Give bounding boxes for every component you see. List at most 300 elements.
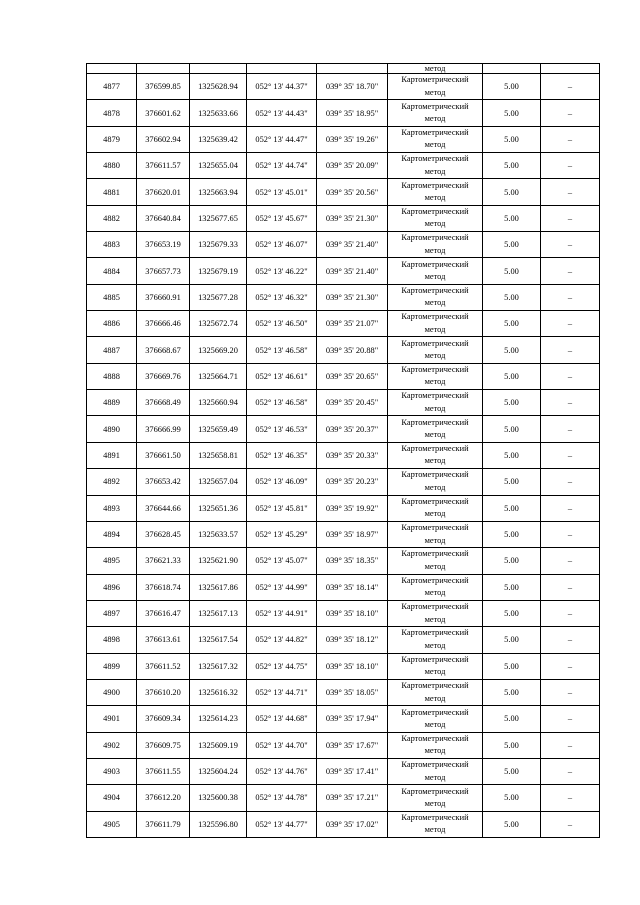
- cell-x: 376668.67: [137, 337, 190, 363]
- method-line-1: Картометрический: [401, 417, 469, 427]
- method-line-2: метод: [424, 719, 446, 729]
- cell-latitude: 052° 13' 46.09": [247, 469, 317, 495]
- cell-latitude: 052° 13' 44.71": [247, 679, 317, 705]
- method-line-1: Картометрический: [401, 127, 469, 137]
- method-line-2: метод: [424, 219, 446, 229]
- cell-latitude: 052° 13' 44.47": [247, 126, 317, 152]
- cell-number: 4889: [87, 390, 137, 416]
- cell-longitude: 039° 35' 18.70": [317, 74, 388, 100]
- cell-x: 376666.46: [137, 311, 190, 337]
- cell-accuracy: 5.00: [483, 100, 541, 126]
- cell-accuracy: 5.00: [483, 337, 541, 363]
- cell-longitude: 039° 35' 18.05": [317, 679, 388, 705]
- cell-x: 376669.76: [137, 363, 190, 389]
- cell-longitude: 039° 35' 19.92": [317, 495, 388, 521]
- cell-extra: –: [541, 785, 600, 811]
- cell-longitude: 039° 35' 18.95": [317, 100, 388, 126]
- method-line-2: метод: [424, 403, 446, 413]
- cell-latitude: 052° 13' 46.35": [247, 442, 317, 468]
- cell-number: 4884: [87, 258, 137, 284]
- method-line-2: метод: [424, 482, 446, 492]
- cell-accuracy: 5.00: [483, 232, 541, 258]
- table-row: [87, 363, 600, 389]
- table-row: [87, 100, 600, 126]
- cell-extra: –: [541, 811, 600, 837]
- cell-accuracy: 5.00: [483, 706, 541, 732]
- cell-extra: –: [541, 258, 600, 284]
- cell-extra: –: [541, 653, 600, 679]
- cell-longitude: 039° 35' 17.94": [317, 706, 388, 732]
- cell-latitude: 052° 13' 46.22": [247, 258, 317, 284]
- method-line-1: Картометрический: [401, 312, 469, 322]
- method-line-2: метод: [424, 272, 446, 282]
- cell-method: [388, 416, 483, 442]
- cell-method: [388, 574, 483, 600]
- cell-latitude: 052° 13' 44.99": [247, 574, 317, 600]
- cell-y: 1325633.66: [190, 100, 247, 126]
- table-row: [87, 153, 600, 179]
- table-row: [87, 232, 600, 258]
- cell-y: 1325672.74: [190, 311, 247, 337]
- cell-extra: –: [541, 548, 600, 574]
- method-line-1: Картометрический: [401, 286, 469, 296]
- table-row: [87, 469, 600, 495]
- cell-latitude: 052° 13' 46.53": [247, 416, 317, 442]
- cell-number: 4883: [87, 232, 137, 258]
- cell-method: [388, 521, 483, 547]
- cell-method: [388, 100, 483, 126]
- cell-latitude: [247, 64, 317, 74]
- method-line-1: Картометрический: [401, 233, 469, 243]
- cell-longitude: 039° 35' 17.21": [317, 785, 388, 811]
- method-line-2: метод: [424, 614, 446, 624]
- method-line-2: метод: [424, 193, 446, 203]
- method-line-2: метод: [424, 561, 446, 571]
- cell-longitude: 039° 35' 17.02": [317, 811, 388, 837]
- table-row: [87, 653, 600, 679]
- cell-number: 4901: [87, 706, 137, 732]
- cell-number: 4899: [87, 653, 137, 679]
- method-line-1: Картометрический: [401, 681, 469, 691]
- cell-number: 4896: [87, 574, 137, 600]
- table-row: [87, 390, 600, 416]
- cell-y: 1325669.20: [190, 337, 247, 363]
- cell-number: 4898: [87, 627, 137, 653]
- table-row: [87, 627, 600, 653]
- cell-y: 1325617.13: [190, 600, 247, 626]
- method-line-2: метод: [424, 114, 446, 124]
- cell-accuracy: 5.00: [483, 785, 541, 811]
- cell-accuracy: 5.00: [483, 390, 541, 416]
- cell-number: 4885: [87, 284, 137, 310]
- cell-number: 4880: [87, 153, 137, 179]
- method-line-1: Картометрический: [401, 338, 469, 348]
- cell-extra: –: [541, 574, 600, 600]
- cell-number: 4903: [87, 758, 137, 784]
- table-row: [87, 574, 600, 600]
- cell-x: 376657.73: [137, 258, 190, 284]
- cell-longitude: 039° 35' 18.97": [317, 521, 388, 547]
- cell-number: 4877: [87, 74, 137, 100]
- cell-method: [388, 627, 483, 653]
- cell-y: 1325596.80: [190, 811, 247, 837]
- cell-longitude: 039° 35' 21.30": [317, 284, 388, 310]
- method-line-1: Картометрический: [401, 496, 469, 506]
- cell-method: [388, 205, 483, 231]
- cell-method: [388, 258, 483, 284]
- cell-number: 4902: [87, 732, 137, 758]
- cell-number: 4886: [87, 311, 137, 337]
- cell-accuracy: [483, 64, 541, 74]
- method-line-1: Картометрический: [401, 365, 469, 375]
- cell-y: 1325658.81: [190, 442, 247, 468]
- cell-accuracy: 5.00: [483, 600, 541, 626]
- method-line-2: метод: [424, 140, 446, 150]
- cell-x: 376612.20: [137, 785, 190, 811]
- cell-latitude: 052° 13' 44.70": [247, 732, 317, 758]
- cell-number: [87, 64, 137, 74]
- cell-extra: –: [541, 706, 600, 732]
- cell-y: 1325655.04: [190, 153, 247, 179]
- cell-accuracy: 5.00: [483, 311, 541, 337]
- method-line-2: метод: [424, 166, 446, 176]
- cell-accuracy: 5.00: [483, 495, 541, 521]
- cell-x: 376628.45: [137, 521, 190, 547]
- cell-latitude: 052° 13' 45.01": [247, 179, 317, 205]
- cell-number: 4887: [87, 337, 137, 363]
- cell-accuracy: 5.00: [483, 732, 541, 758]
- table-row: [87, 284, 600, 310]
- cell-number: 4894: [87, 521, 137, 547]
- cell-y: 1325609.19: [190, 732, 247, 758]
- cell-longitude: 039° 35' 17.41": [317, 758, 388, 784]
- cell-extra: –: [541, 469, 600, 495]
- cell-x: 376602.94: [137, 126, 190, 152]
- cell-latitude: 052° 13' 46.61": [247, 363, 317, 389]
- cell-extra: –: [541, 627, 600, 653]
- cell-extra: –: [541, 521, 600, 547]
- cell-longitude: 039° 35' 20.56": [317, 179, 388, 205]
- cell-x: 376621.33: [137, 548, 190, 574]
- cell-x: 376616.47: [137, 600, 190, 626]
- cell-x: 376653.42: [137, 469, 190, 495]
- cell-y: 1325617.86: [190, 574, 247, 600]
- cell-number: 4882: [87, 205, 137, 231]
- method-line-1: Картометрический: [401, 707, 469, 717]
- table-row: [87, 74, 600, 100]
- cell-y: [190, 64, 247, 74]
- table-row: [87, 706, 600, 732]
- method-line-2: метод: [424, 588, 446, 598]
- cell-method: [388, 337, 483, 363]
- cell-number: 4904: [87, 785, 137, 811]
- cell-x: 376611.55: [137, 758, 190, 784]
- cell-x: 376620.01: [137, 179, 190, 205]
- cell-number: 4905: [87, 811, 137, 837]
- cell-extra: –: [541, 153, 600, 179]
- method-line-1: Картометрический: [401, 180, 469, 190]
- table-row: [87, 311, 600, 337]
- cell-longitude: 039° 35' 21.07": [317, 311, 388, 337]
- cell-extra: –: [541, 442, 600, 468]
- method-line-1: Картометрический: [401, 206, 469, 216]
- cell-x: 376668.49: [137, 390, 190, 416]
- cell-y: 1325679.19: [190, 258, 247, 284]
- cell-latitude: 052° 13' 46.07": [247, 232, 317, 258]
- cell-method: [388, 758, 483, 784]
- cell-y: 1325614.23: [190, 706, 247, 732]
- cell-latitude: 052° 13' 44.78": [247, 785, 317, 811]
- cell-x: 376610.20: [137, 679, 190, 705]
- cell-method: [388, 600, 483, 626]
- method-line-2: метод: [424, 798, 446, 808]
- cell-extra: –: [541, 100, 600, 126]
- cell-number: 4881: [87, 179, 137, 205]
- method-line-2: метод: [424, 667, 446, 677]
- cell-x: 376640.84: [137, 205, 190, 231]
- cell-number: 4878: [87, 100, 137, 126]
- cell-extra: –: [541, 232, 600, 258]
- cell-x: 376666.99: [137, 416, 190, 442]
- cell-method: [388, 811, 483, 837]
- cell-accuracy: 5.00: [483, 258, 541, 284]
- cell-accuracy: 5.00: [483, 126, 541, 152]
- cell-method: [388, 706, 483, 732]
- method-line-1: Картометрический: [401, 812, 469, 822]
- method-line-2: метод: [424, 772, 446, 782]
- cell-latitude: 052° 13' 44.75": [247, 653, 317, 679]
- cell-longitude: 039° 35' 21.40": [317, 232, 388, 258]
- cell-accuracy: 5.00: [483, 548, 541, 574]
- cell-longitude: 039° 35' 18.10": [317, 653, 388, 679]
- cell-latitude: 052° 13' 45.07": [247, 548, 317, 574]
- cell-method: метод: [388, 64, 483, 74]
- cell-x: 376601.62: [137, 100, 190, 126]
- cell-method: [388, 653, 483, 679]
- coordinates-table: [86, 63, 600, 838]
- cell-method: [388, 363, 483, 389]
- cell-longitude: 039° 35' 20.88": [317, 337, 388, 363]
- cell-method: [388, 495, 483, 521]
- continuation-row: [87, 64, 600, 74]
- cell-x: 376660.91: [137, 284, 190, 310]
- method-line-2: метод: [424, 825, 446, 835]
- method-line-2: метод: [424, 535, 446, 545]
- cell-latitude: 052° 13' 44.68": [247, 706, 317, 732]
- cell-y: 1325651.36: [190, 495, 247, 521]
- table-row: [87, 548, 600, 574]
- cell-longitude: 039° 35' 17.67": [317, 732, 388, 758]
- cell-number: 4893: [87, 495, 137, 521]
- cell-extra: –: [541, 390, 600, 416]
- cell-method: [388, 390, 483, 416]
- method-line-1: Картометрический: [401, 523, 469, 533]
- method-line-2: метод: [424, 87, 446, 97]
- method-line-2: метод: [424, 509, 446, 519]
- method-line-1: Картометрический: [401, 733, 469, 743]
- cell-extra: –: [541, 495, 600, 521]
- cell-x: 376644.66: [137, 495, 190, 521]
- cell-extra: –: [541, 284, 600, 310]
- cell-latitude: 052° 13' 46.58": [247, 390, 317, 416]
- method-line-2: метод: [424, 430, 446, 440]
- cell-latitude: 052° 13' 44.43": [247, 100, 317, 126]
- cell-extra: –: [541, 311, 600, 337]
- method-line-1: Картометрический: [401, 575, 469, 585]
- cell-accuracy: 5.00: [483, 442, 541, 468]
- cell-method: [388, 785, 483, 811]
- cell-x: [137, 64, 190, 74]
- cell-latitude: 052° 13' 44.76": [247, 758, 317, 784]
- table-row: [87, 416, 600, 442]
- cell-method: [388, 74, 483, 100]
- cell-method: [388, 126, 483, 152]
- method-line-1: Картометрический: [401, 786, 469, 796]
- method-line-2: метод: [424, 245, 446, 255]
- cell-x: 376661.50: [137, 442, 190, 468]
- cell-longitude: 039° 35' 20.45": [317, 390, 388, 416]
- cell-accuracy: 5.00: [483, 153, 541, 179]
- cell-method: [388, 284, 483, 310]
- method-line-1: Картометрический: [401, 154, 469, 164]
- cell-y: 1325659.49: [190, 416, 247, 442]
- method-line-1: Картометрический: [401, 470, 469, 480]
- method-line-2: метод: [424, 746, 446, 756]
- table-row: [87, 600, 600, 626]
- cell-longitude: 039° 35' 20.09": [317, 153, 388, 179]
- cell-longitude: 039° 35' 19.26": [317, 126, 388, 152]
- cell-accuracy: 5.00: [483, 469, 541, 495]
- method-line-2: метод: [424, 351, 446, 361]
- cell-y: 1325677.28: [190, 284, 247, 310]
- cell-longitude: 039° 35' 21.30": [317, 205, 388, 231]
- cell-accuracy: 5.00: [483, 205, 541, 231]
- table-row: [87, 442, 600, 468]
- cell-y: 1325677.65: [190, 205, 247, 231]
- method-line-2: метод: [424, 456, 446, 466]
- cell-y: 1325657.04: [190, 469, 247, 495]
- cell-accuracy: 5.00: [483, 521, 541, 547]
- cell-latitude: 052° 13' 44.74": [247, 153, 317, 179]
- cell-number: 4900: [87, 679, 137, 705]
- method-line-2: метод: [424, 640, 446, 650]
- table-row: [87, 495, 600, 521]
- cell-longitude: 039° 35' 18.14": [317, 574, 388, 600]
- table-row: [87, 679, 600, 705]
- cell-y: 1325660.94: [190, 390, 247, 416]
- cell-x: 376609.34: [137, 706, 190, 732]
- cell-method: [388, 232, 483, 258]
- table-row: [87, 521, 600, 547]
- method-line-2: метод: [424, 693, 446, 703]
- cell-y: 1325639.42: [190, 126, 247, 152]
- cell-y: 1325633.57: [190, 521, 247, 547]
- cell-x: 376653.19: [137, 232, 190, 258]
- cell-extra: –: [541, 416, 600, 442]
- method-line-2: метод: [424, 377, 446, 387]
- cell-accuracy: 5.00: [483, 284, 541, 310]
- cell-latitude: 052° 13' 45.29": [247, 521, 317, 547]
- cell-longitude: 039° 35' 18.10": [317, 600, 388, 626]
- cell-number: 4888: [87, 363, 137, 389]
- cell-accuracy: 5.00: [483, 627, 541, 653]
- cell-number: 4891: [87, 442, 137, 468]
- cell-longitude: 039° 35' 18.35": [317, 548, 388, 574]
- cell-x: 376611.57: [137, 153, 190, 179]
- cell-accuracy: 5.00: [483, 74, 541, 100]
- cell-y: 1325617.32: [190, 653, 247, 679]
- cell-accuracy: 5.00: [483, 416, 541, 442]
- method-line-1: Картометрический: [401, 259, 469, 269]
- cell-x: 376613.61: [137, 627, 190, 653]
- cell-method: [388, 732, 483, 758]
- method-line-1: Картометрический: [401, 101, 469, 111]
- cell-y: 1325628.94: [190, 74, 247, 100]
- cell-longitude: 039° 35' 18.12": [317, 627, 388, 653]
- cell-method: [388, 442, 483, 468]
- cell-y: 1325600.38: [190, 785, 247, 811]
- table-row: [87, 785, 600, 811]
- cell-method: [388, 548, 483, 574]
- cell-longitude: 039° 35' 20.23": [317, 469, 388, 495]
- cell-extra: –: [541, 74, 600, 100]
- cell-y: 1325679.33: [190, 232, 247, 258]
- cell-latitude: 052° 13' 44.77": [247, 811, 317, 837]
- table-row: [87, 811, 600, 837]
- method-line-1: Картометрический: [401, 602, 469, 612]
- method-line-2: метод: [424, 298, 446, 308]
- cell-number: 4890: [87, 416, 137, 442]
- method-line-1: Картометрический: [401, 760, 469, 770]
- cell-method: [388, 311, 483, 337]
- table-row: [87, 258, 600, 284]
- cell-extra: –: [541, 337, 600, 363]
- cell-accuracy: 5.00: [483, 653, 541, 679]
- cell-x: 376611.79: [137, 811, 190, 837]
- cell-x: 376611.52: [137, 653, 190, 679]
- cell-method: [388, 179, 483, 205]
- table-row: [87, 179, 600, 205]
- cell-latitude: 052° 13' 44.37": [247, 74, 317, 100]
- cell-longitude: 039° 35' 20.33": [317, 442, 388, 468]
- cell-latitude: 052° 13' 46.32": [247, 284, 317, 310]
- cell-latitude: 052° 13' 45.81": [247, 495, 317, 521]
- cell-accuracy: 5.00: [483, 679, 541, 705]
- table-row: [87, 758, 600, 784]
- cell-longitude: 039° 35' 20.65": [317, 363, 388, 389]
- table-row: [87, 126, 600, 152]
- cell-number: 4897: [87, 600, 137, 626]
- cell-extra: –: [541, 732, 600, 758]
- cell-longitude: 039° 35' 21.40": [317, 258, 388, 284]
- cell-accuracy: 5.00: [483, 179, 541, 205]
- cell-extra: –: [541, 126, 600, 152]
- table-row: [87, 337, 600, 363]
- cell-y: 1325616.32: [190, 679, 247, 705]
- cell-longitude: 039° 35' 20.37": [317, 416, 388, 442]
- table-row: [87, 205, 600, 231]
- cell-x: 376599.85: [137, 74, 190, 100]
- method-line-2: метод: [424, 324, 446, 334]
- cell-number: 4895: [87, 548, 137, 574]
- cell-latitude: 052° 13' 46.58": [247, 337, 317, 363]
- cell-number: 4892: [87, 469, 137, 495]
- cell-latitude: 052° 13' 45.67": [247, 205, 317, 231]
- method-line-1: Картометрический: [401, 654, 469, 664]
- cell-method: [388, 679, 483, 705]
- method-line-1: Картометрический: [401, 444, 469, 454]
- method-line-1: Картометрический: [401, 628, 469, 638]
